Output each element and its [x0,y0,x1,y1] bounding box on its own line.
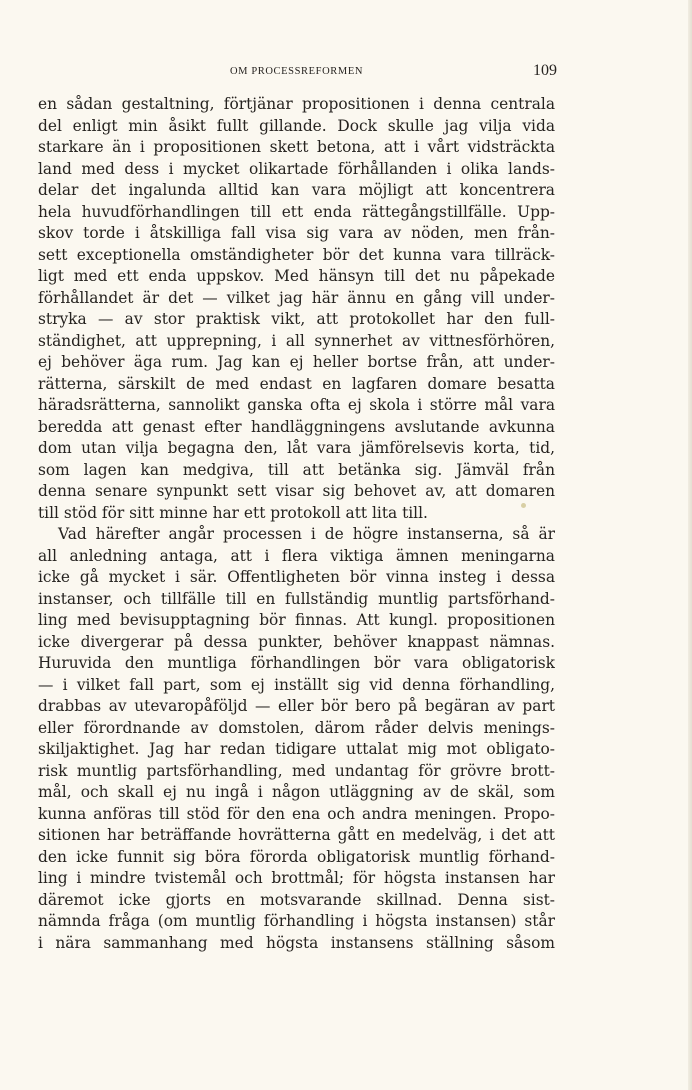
text-line: dom utan vilja begagna den, låt vara jämförelsevis korta, tid, [38,439,555,457]
text-line: instanser, och tillfälle till en fullständig muntlig partsförhand- [38,589,555,608]
text-line: skiljaktighet. Jag har redan tidigare uttalat mig mot obligato- [38,740,555,758]
text-line: icke divergerar på dessa punkter, behöver knappast nämnas. [38,632,555,651]
paragraph-start-line: Vad härefter angår processen i de högre instanserna, så är [58,525,555,543]
text-line: nämnda fråga (om muntlig förhandling i högsta instansen) står [38,912,555,930]
text-line: som lagen kan medgiva, till att betänka sig. Jämväl från [38,460,555,479]
text-line: — i vilket fall part, som ej inställt sig vid denna förhandling, [38,675,555,694]
text-line: starkare än i propositionen skett betona, att i vårt vidsträckta [38,138,555,156]
page-header [38,62,555,84]
text-line: ligt med ett enda uppskov. Med hänsyn till det nu påpekade [38,267,555,285]
text-line: häradsrätterna, sannolikt ganska ofta ej skola i större mål vara [38,396,555,414]
text-line: Huruvida den muntliga förhandlingen bör vara obligatorisk [38,654,555,672]
text-line: ständighet, att upprepning, i all synnerhet av vittnesförhören, [38,331,555,350]
text-line: stryka — av stor praktisk vikt, att protokollet har den full- [38,310,555,328]
text-line: risk muntlig partsförhandling, med undantag för grövre brott- [38,761,555,780]
text-line: hela huvudförhandlingen till ett enda rättegångstillfälle. Upp- [38,202,555,221]
running-title: OM PROCESSREFORMEN [229,66,364,77]
text-line: mål, och skall ej nu ingå i någon utläggning av de skäl, som [38,783,555,801]
text-line: eller förordnande av domstolen, därom råder delvis menings- [38,718,555,737]
text-line: förhållandet är det — vilket jag här ännu en gång vill under- [38,288,555,307]
text-line: den icke funnit sig böra förorda obligatorisk muntlig förhand- [38,847,555,866]
text-line: däremot icke gjorts en motsvarande skillnad. Denna sist- [38,890,555,909]
text-line: rätterna, särskilt de med endast en lagfaren domare besatta [38,374,555,393]
text-line: i nära sammanhang med högsta instansens ställning såsom [38,933,555,952]
page-edge-shadow [688,0,692,1090]
text-line: icke gå mycket i sär. Offentligheten bör vinna insteg i dessa [38,568,555,586]
text-line: drabbas av utevaropåföljd — eller bör bero på begäran av part [38,697,555,715]
text-line: delar det ingalunda alltid kan vara möjligt att koncentrera [38,181,555,199]
page-number: 109 [533,62,557,79]
paragraph-end-line: till stöd för sitt minne har ett protokoll att lita till. [38,503,428,522]
text-line: del enligt min åsikt fullt gillande. Dock skulle jag vilja vida [38,116,555,135]
text-line: ej behöver äga rum. Jag kan ej heller bortse från, att under- [38,353,555,371]
text-line: all anledning antaga, att i flera viktiga ämnen meningarna [38,546,555,565]
text-line: sett exceptionella omständigheter bör det kunna vara tillräck- [38,245,555,264]
text-line: denna senare synpunkt sett visar sig behovet av, att domaren [38,482,555,500]
paper-speck [521,503,526,508]
text-line: skov torde i åtskilliga fall visa sig vara av nöden, men från- [38,224,555,242]
text-line: kunna anföras till stöd för den ena och andra meningen. Propo- [38,804,555,823]
body-text [38,94,555,954]
text-line: ling i mindre tvistemål och brottmål; för högsta instansen har [38,869,555,887]
text-line: land med dess i mycket olikartade förhållanden i olika lands- [38,159,555,178]
text-line: ling med bevisupptagning bör finnas. Att kungl. propositionen [38,611,555,629]
text-line: sitionen har beträffande hovrätterna gått en medelväg, i det att [38,826,555,844]
text-line: en sådan gestaltning, förtjänar propositionen i denna centrala [38,95,555,113]
text-line: beredda att genast efter handläggningens avslutande avkunna [38,417,555,436]
